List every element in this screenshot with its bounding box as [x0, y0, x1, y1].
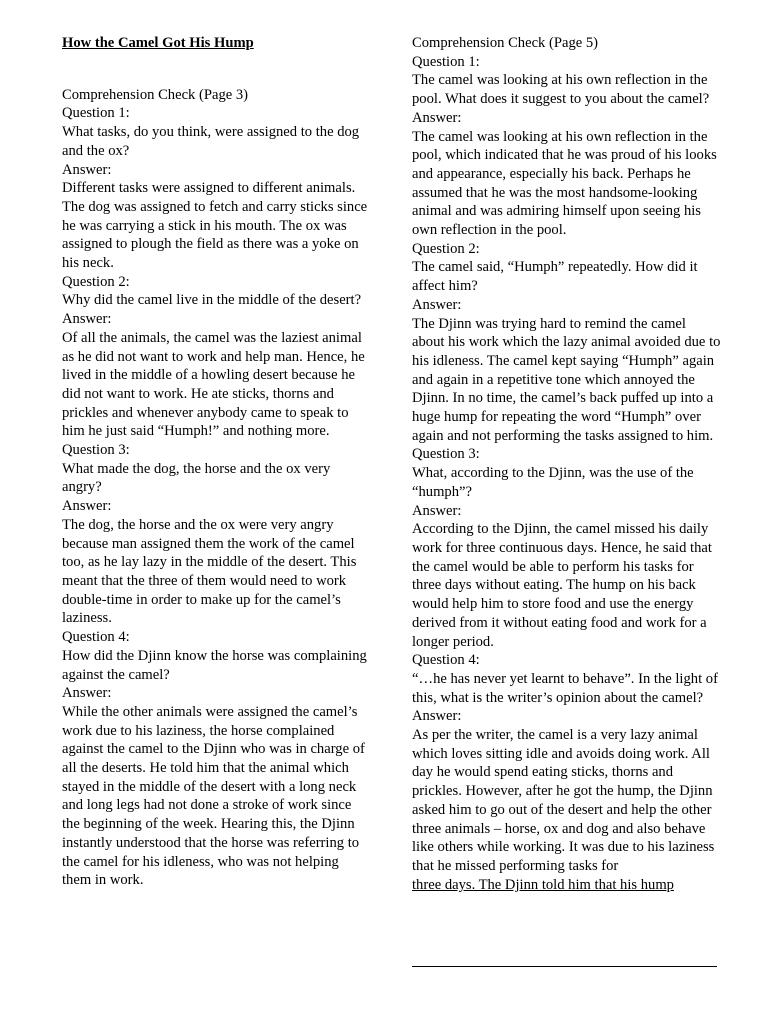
answer-text-continuation: [412, 876, 722, 895]
answer-text: Different tasks were assigned to different animals. The dog was assigned to fetch and carry sticks since he was carrying a stick in his mouth. The ox was assigned to plough the field as there was a yoke on his neck.: [62, 180, 368, 272]
underlined-tail-text: three days. The Djinn told him that his hump: [412, 876, 674, 893]
left-column: [62, 34, 370, 890]
question-label: Question 2:: [412, 240, 480, 257]
answer-text: While the other animals were assigned the camel’s work due to his laziness, the horse complained against the camel to the Djinn who was in charge of all the deserts. He told him that the animal which stayed in the middle of the desert with a long neck and long legs had not done a stroke of work since the beginning of the week. Hearing this, the Djinn instantly understood that the horse was referring to the camel for his idleness, who was not helping them in work.: [62, 703, 365, 889]
answer-text: According to the Djinn, the camel missed his daily work for three continuous days. Hence, he said that the camel would be able to perform his tasks for three days without eating. The hump on his back would help him to store food and use the energy derived from it without eating food and work for a longer period.: [412, 521, 712, 650]
answer-label: Answer:: [62, 685, 112, 702]
answer-text: The camel was looking at his own reflection in the pool, which indicated that he was proud of his looks and appearance, especially his back. Perhaps he assumed that he was the most handsome-looking animal and was admiring himself upon seeing his own reflection in the pool.: [412, 128, 717, 239]
title-spacer: [62, 53, 370, 86]
answer-text: As per the writer, the camel is a very lazy animal which loves sitting idle and avoids doing work. All day he would spend eating sticks, thorns and prickles. However, after he got the hump, the Djinn asked him to go out of the desert and help the other three animals – horse, ox and dog and also behave like others while working. It was due to his laziness that he missed performing tasks for: [412, 727, 715, 874]
answer-text: The Djinn was trying hard to remind the camel about his work which the lazy animal avoided due to his idleness. The camel kept saying “Humph” again and again in a repetitive tone which annoyed the Djinn. In no time, the camel’s back puffed up into a huge hump for repeating the word “Humph” over again and not performing the tasks assigned to him.: [412, 315, 721, 444]
answer-label: Answer:: [412, 708, 462, 725]
question-label: Question 1:: [62, 105, 130, 122]
question-text: “…he has never yet learnt to behave”. In the light of this, what is the writer’s opinion about the camel?: [412, 670, 718, 706]
question-text: What, according to the Djinn, was the use of the “humph”?: [412, 465, 694, 500]
question-label: Question 3:: [412, 446, 480, 463]
answer-text: Of all the animals, the camel was the laziest animal as he did not want to work and help man. Hence, he lived in the middle of a howling desert because he did not want to work. He ate sticks, thorns and prickles and whenever anybody came to speak to him he just said “Humph!” and nothing more.: [62, 329, 365, 440]
answer-text: The dog, the horse and the ox were very angry because man assigned them the work of the camel too, as he lay lazy in the middle of the desert. This meant that the three of them would need to work double-time in order to make up for the camel’s laziness.: [62, 516, 357, 627]
answer-label: Answer:: [412, 296, 462, 313]
section-heading-page-3: Comprehension Check (Page 3): [62, 86, 249, 103]
question-label: Question 1:: [412, 53, 480, 70]
answer-label: Answer:: [62, 311, 112, 328]
question-label: Question 3:: [62, 442, 130, 459]
question-label: Question 2:: [62, 273, 130, 290]
question-text: What tasks, do you think, were assigned to the dog and the ox?: [62, 124, 360, 159]
answer-label: Answer:: [412, 109, 462, 126]
question-text: How did the Djinn know the horse was complaining against the camel?: [62, 647, 367, 683]
question-text: Why did the camel live in the middle of the desert?: [62, 292, 362, 309]
question-text: What made the dog, the horse and the ox very angry?: [62, 460, 331, 496]
section-heading-page-5: Comprehension Check (Page 5): [412, 35, 599, 51]
question-text: The camel was looking at his own reflection in the pool. What does it suggest to you about the camel?: [412, 72, 710, 108]
question-text: The camel said, “Humph” repeatedly. How did it affect him?: [412, 259, 698, 295]
answer-label: Answer:: [62, 161, 112, 178]
answer-label: Answer:: [412, 502, 462, 519]
question-label: Question 4:: [412, 652, 480, 669]
page-bottom-rule: [412, 966, 717, 967]
document-title: How the Camel Got His Hump: [62, 35, 254, 51]
question-label: Question 4:: [62, 629, 130, 646]
answer-label: Answer:: [62, 498, 112, 515]
right-column: [412, 34, 722, 894]
